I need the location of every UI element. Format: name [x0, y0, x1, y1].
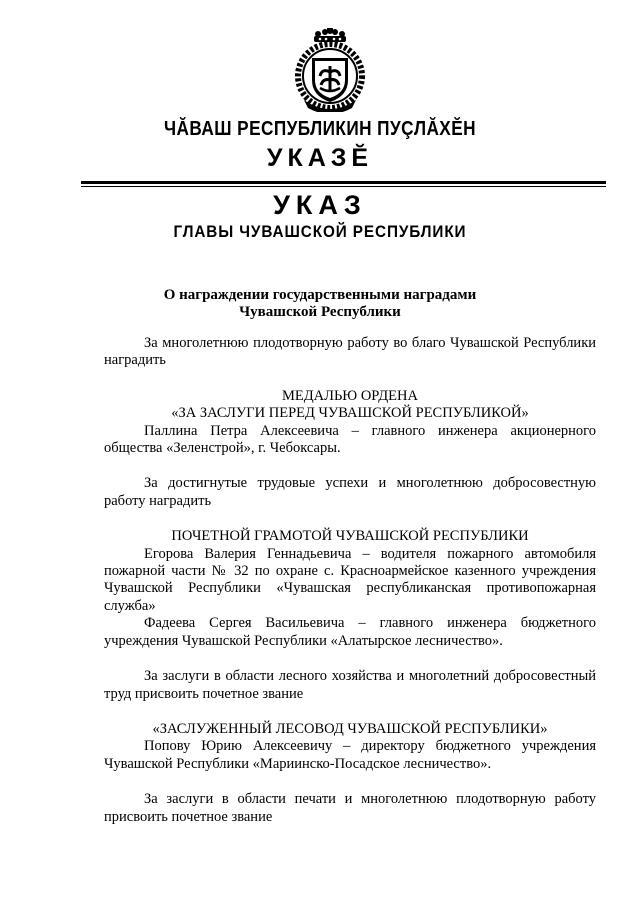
header-russian-title: ГЛАВЫ ЧУВАШСКОЙ РЕСПУБЛИКИ: [173, 222, 467, 241]
award-1-heading-line1: МЕДАЛЬЮ ОРДЕНА: [282, 387, 418, 404]
award-2-recipient-1: Егорова Валерия Геннадьевича – водителя пожарного автомобиля пожарной части № 32 по охране с. Красноармейское казенного учреждения Чувашской Республики «Чувашская республиканская противопожарная служба»: [104, 545, 596, 614]
award-2-recipient-2: Фадеева Сергея Васильевича – главного инженера бюджетного учреждения Чувашской Республики «Алатырское лесничество».: [104, 615, 596, 649]
paragraph-3: За заслуги в области лесного хозяйства и многолетний добросовестный труд присвоить почетное звание: [104, 668, 596, 702]
document-title-line1: О награждении государственными наградами: [163, 287, 477, 303]
header-chuvash-ukaz: УКАЗĔ: [266, 144, 374, 172]
document-title-line2: Чувашской Республики: [239, 304, 401, 320]
header-divider-thick: [81, 181, 606, 184]
header-chuvash-title: ЧĂВАШ РЕСПУБЛИКИН ПУÇЛĂХĔН: [164, 118, 476, 140]
award-2-heading: ПОЧЕТНОЙ ГРАМОТОЙ ЧУВАШСКОЙ РЕСПУБЛИКИ: [171, 528, 529, 545]
header-russian-ukaz: УКАЗ: [273, 190, 367, 220]
document-title: [0, 287, 640, 321]
paragraph-1: За многолетнюю плодотворную работу во благо Чувашской Республики наградить: [104, 335, 596, 369]
award-1-heading-line2: «ЗА ЗАСЛУГИ ПЕРЕД ЧУВАШСКОЙ РЕСПУБЛИКОЙ»: [171, 405, 529, 422]
paragraph-2: За достигнутые трудовые успехи и многолетнюю добросовестную работу наградить: [104, 475, 596, 509]
award-3-recipient-1: Попову Юрию Алексеевичу – директору бюджетного учреждения Чувашской Республики «Мариинско-Посадское лесничество».: [104, 738, 596, 772]
award-1-recipient-1: Паллина Петра Алексеевича – главного инженера акционерного общества «Зеленстрой», г. Чебоксары.: [104, 422, 596, 457]
award-3-heading: «ЗАСЛУЖЕННЫЙ ЛЕСОВОД ЧУВАШСКОЙ РЕСПУБЛИКИ»: [152, 720, 548, 737]
paragraph-4: За заслуги в области печати и многолетнюю плодотворную работу присвоить почетное звание: [104, 791, 596, 825]
document-body: [104, 335, 596, 826]
chuvash-coat-of-arms-icon: [290, 28, 370, 112]
header-divider-thin: [81, 186, 606, 187]
